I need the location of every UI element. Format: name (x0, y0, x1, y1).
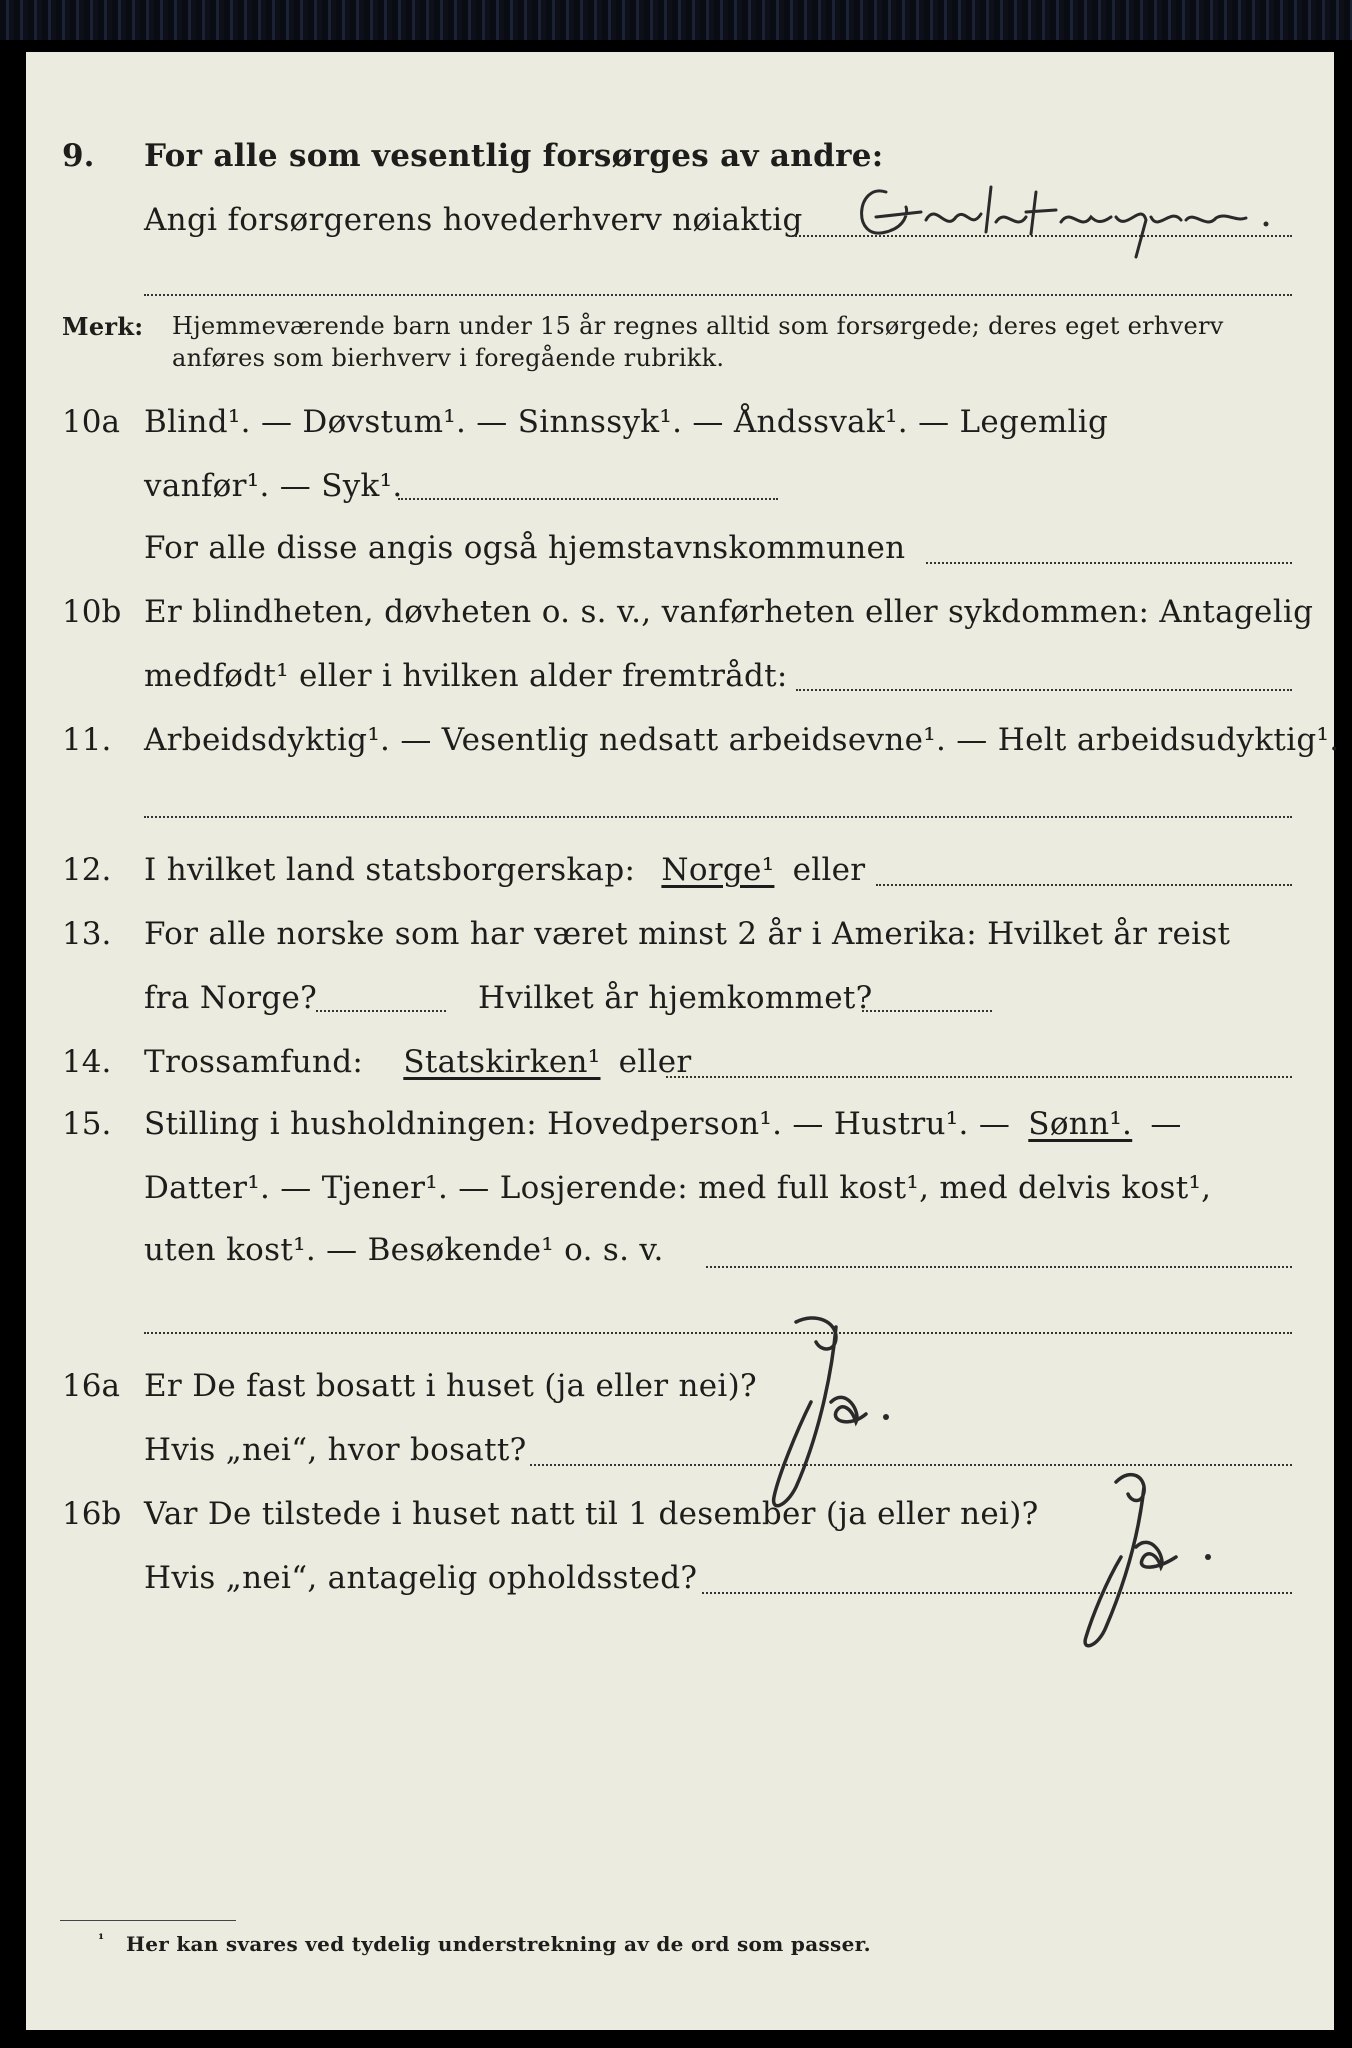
q16a-line-2: Hvis „nei“, hvor bosatt? (144, 1432, 527, 1468)
q14-eller: eller (618, 1044, 692, 1080)
q14-line (144, 1044, 692, 1080)
q14-prompt: Trossamfund: (144, 1044, 364, 1080)
q9-heading: For alle som vesentlig forsørges av andre: (144, 138, 884, 174)
q15-second-line (144, 1332, 1292, 1334)
q12-prompt: I hvilket land statsborgerskap: (144, 852, 636, 888)
q14-answer-line (666, 1076, 1292, 1078)
footnote-text: Her kan svares ved tydelig understrekning av de ord som passer. (126, 1932, 871, 1956)
merk-line-1: Hjemmeværende barn under 15 år regnes alltid som forsørgede; deres eget erhverv (172, 312, 1224, 340)
q13-number: 13. (62, 916, 112, 952)
q10a-syk-line (398, 498, 778, 500)
q13-line-2b: Hvilket år hjemkommet? (478, 980, 873, 1016)
footnote-rule (60, 1920, 236, 1921)
q15-answer-line (706, 1266, 1292, 1268)
q10a-line-1: Blind¹. — Døvstum¹. — Sinnssyk¹. — Åndssvak¹. — Legemlig (144, 404, 1109, 440)
q16a-line-1: Er De fast bosatt i huset (ja eller nei)? (144, 1368, 757, 1404)
footnote-mark: ¹ (98, 1932, 105, 1948)
q16a-number: 16a (62, 1368, 120, 1404)
q11-number: 11. (62, 722, 112, 758)
q15-line-3: uten kost¹. — Besøkende¹ o. s. v. (144, 1232, 664, 1268)
q16b-number: 16b (62, 1496, 122, 1532)
q10a-kommune-line (926, 562, 1292, 564)
q9-number: 9. (62, 138, 95, 174)
q16b-line-2: Hvis „nei“, antagelig opholdssted? (144, 1560, 698, 1596)
q15-line-2: Datter¹. — Tjener¹. — Losjerende: med full kost¹, med delvis kost¹, (144, 1170, 1212, 1206)
q15-line-1 (144, 1106, 1182, 1142)
q9-second-line (144, 294, 1292, 296)
q14-underlined-statskirken: Statskirken¹ (403, 1044, 601, 1080)
q9-prompt: Angi forsørgerens hovederhverv nøiaktig (144, 202, 803, 238)
q13-line-2a: fra Norge? (144, 980, 318, 1016)
q14-number: 14. (62, 1044, 112, 1080)
q13-reist-line (316, 1010, 446, 1012)
q9-handwritten-answer-graphic (846, 162, 1306, 262)
q12-eller: eller (792, 852, 866, 888)
q15-line-1-text: Stilling i husholdningen: Hovedperson¹. — Hustru¹. — (144, 1106, 1011, 1142)
q10b-line-2: medfødt¹ eller i hvilken alder fremtrådt: (144, 658, 788, 694)
q15-number: 15. (62, 1106, 112, 1142)
census-form-page (26, 52, 1340, 2030)
q10b-number: 10b (62, 594, 122, 630)
q15-dash: — (1150, 1106, 1182, 1142)
q12-number: 12. (62, 852, 112, 888)
q16b-handwritten-ja-graphic (1026, 1452, 1266, 1672)
q12-answer-line (876, 884, 1292, 886)
merk-line-2: anføres som bierhverv i foregående rubrikk. (172, 344, 725, 372)
q10b-answer-line (796, 689, 1292, 691)
q10b-line-1: Er blindheten, døvheten o. s. v., vanførheten eller sykdommen: Antagelig (144, 594, 1314, 630)
q11-line-1: Arbeidsdyktig¹. — Vesentlig nedsatt arbeidsevne¹. — Helt arbeidsudyktig¹. (144, 722, 1340, 758)
q12-underlined-norge: Norge¹ (661, 852, 775, 888)
scan-edge-strip (0, 0, 1352, 40)
q10a-number: 10a (62, 404, 120, 440)
merk-label: Merk: (62, 312, 144, 341)
q12-line (144, 852, 865, 888)
q11-answer-line (144, 816, 1292, 818)
q16b-line-1: Var De tilstede i huset natt til 1 desember (ja eller nei)? (144, 1496, 1039, 1532)
q10a-line-2: vanfør¹. — Syk¹. (144, 468, 403, 504)
q15-underlined-sonn: Sønn¹. (1028, 1106, 1133, 1142)
q13-hjemkommet-line (862, 1010, 992, 1012)
q13-line-1: For alle norske som har været minst 2 år i Amerika: Hvilket år reist (144, 916, 1231, 952)
q10a-line-3: For alle disse angis også hjemstavnskommunen (144, 530, 906, 566)
